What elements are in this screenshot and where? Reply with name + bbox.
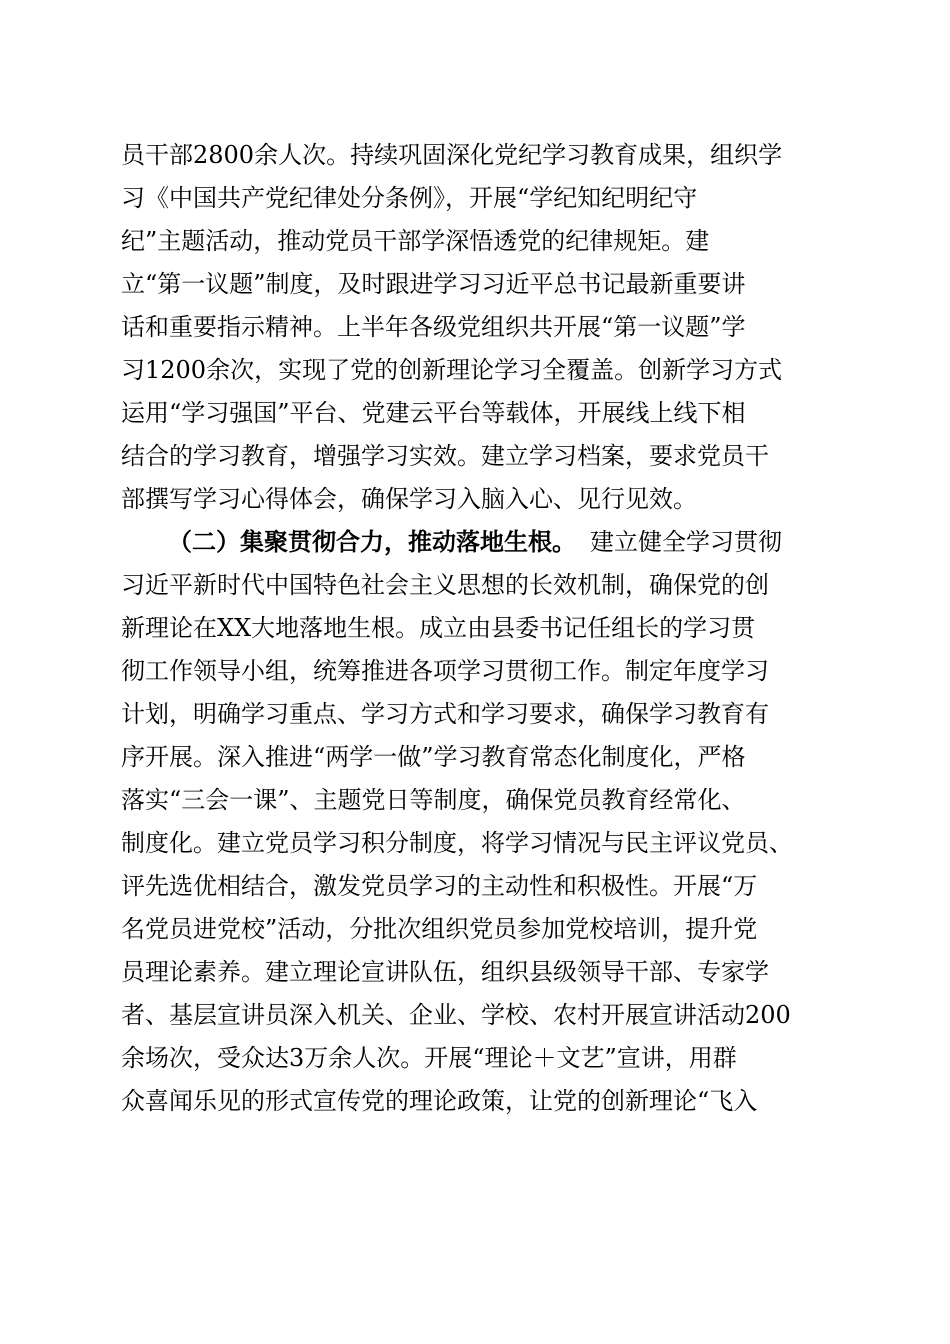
section-heading: （二）集聚贯彻合力，推动落地生根。 <box>168 527 576 556</box>
line-text: 习近平新时代中国特色社会主义思想的长效机制，确保党的创 <box>121 571 769 599</box>
text-line <box>0 177 950 219</box>
line-text: 员干部2800余人次。持续巩固深化党纪学习教育成果，组织学 <box>121 141 783 169</box>
line-text: 结合的学习教育，增强学习实效。建立学习档案，要求党员干 <box>121 442 769 470</box>
line-text: 立“第一议题”制度，及时跟进学习习近平总书记最新重要讲 <box>121 270 746 298</box>
text-line <box>0 220 950 262</box>
text-line <box>0 1037 950 1079</box>
line-text: 习《中国共产党纪律处分条例》，开展“学纪知纪明纪守 <box>121 184 698 212</box>
text-line <box>0 994 950 1036</box>
line-text: 制度化。建立党员学习积分制度，将学习情况与民主评议党员、 <box>121 829 793 857</box>
line-text: 运用“学习强国”平台、党建云平台等载体，开展线上线下相 <box>121 399 746 427</box>
text-line <box>0 865 950 907</box>
text-line <box>0 908 950 950</box>
line-text: 建立健全学习贯彻 <box>590 528 782 556</box>
line-text: 习1200余次，实现了党的创新理论学习全覆盖。创新学习方式 <box>121 356 783 384</box>
line-text: 新理论在XX大地落地生根。成立由县委书记任组长的学习贯 <box>121 614 756 642</box>
text-line <box>0 650 950 692</box>
text-line <box>0 693 950 735</box>
line-text: 序开展。深入推进“两学一做”学习教育常态化制度化，严格 <box>121 743 746 771</box>
text-line <box>0 779 950 821</box>
line-text: 落实“三会一课”、主题党日等制度，确保党员教育经常化、 <box>121 786 746 814</box>
line-text: 名党员进党校”活动，分批次组织党员参加党校培训，提升党 <box>121 915 758 943</box>
text-line <box>0 435 950 477</box>
text-line <box>0 564 950 606</box>
text-line <box>0 822 950 864</box>
text-line <box>0 478 950 520</box>
line-text: 部撰写学习心得体会，确保学习入脑入心、见行见效。 <box>121 485 697 513</box>
line-text: 余场次，受众达3万余人次。开展“理论＋文艺”宣讲，用群 <box>121 1044 737 1072</box>
line-text: 彻工作领导小组，统筹推进各项学习贯彻工作。制定年度学习 <box>121 657 769 685</box>
text-line <box>0 392 950 434</box>
text-line <box>0 1080 950 1122</box>
text-line <box>0 263 950 305</box>
line-text: 计划，明确学习重点、学习方式和学习要求，确保学习教育有 <box>121 700 769 728</box>
text-line <box>0 736 950 778</box>
line-text: 员理论素养。建立理论宣讲队伍，组织县级领导干部、专家学 <box>121 958 769 986</box>
line-text: 评先选优相结合，激发党员学习的主动性和积极性。开展“万 <box>121 872 758 900</box>
line-text: 众喜闻乐见的形式宣传党的理论政策，让党的创新理论“飞入 <box>121 1087 758 1115</box>
section-first-line <box>0 521 950 563</box>
text-line <box>0 306 950 348</box>
text-line <box>0 134 950 176</box>
text-line <box>0 349 950 391</box>
line-text: 话和重要指示精神。上半年各级党组织共开展“第一议题”学 <box>121 313 746 341</box>
line-text: 者、基层宣讲员深入机关、企业、学校、农村开展宣讲活动200 <box>121 1001 791 1029</box>
text-line <box>0 607 950 649</box>
text-line <box>0 951 950 993</box>
line-text: 纪”主题活动，推动党员干部学深悟透党的纪律规矩。建 <box>121 227 710 255</box>
